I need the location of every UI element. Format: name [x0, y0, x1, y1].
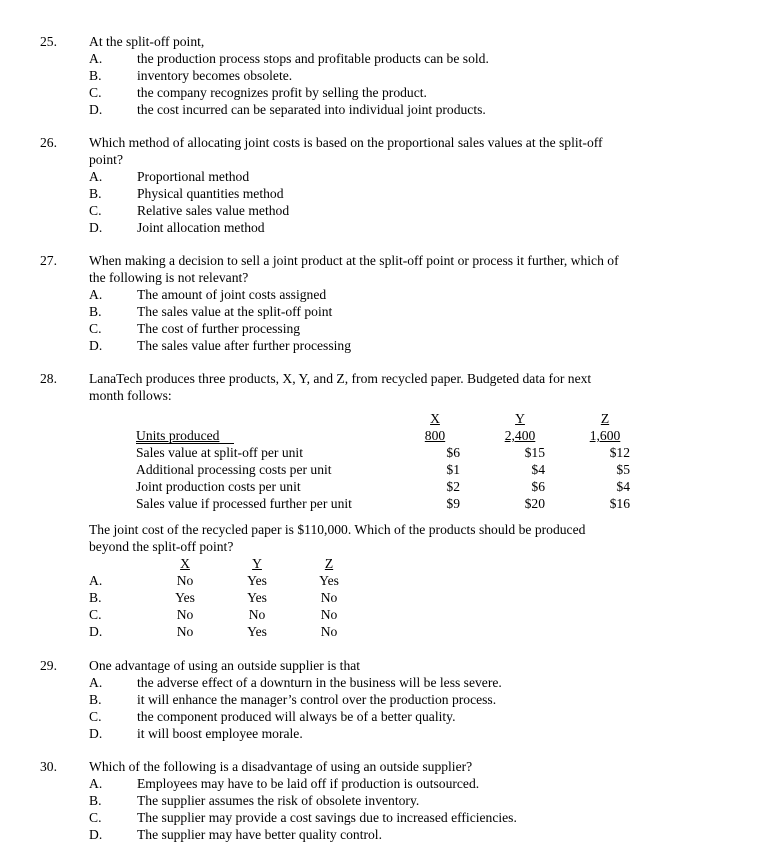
- option-text: The supplier assumes the risk of obsolete inventory.: [137, 793, 420, 808]
- option-letter: A.: [89, 675, 103, 690]
- option-text: inventory becomes obsolete.: [137, 68, 293, 83]
- cell-z: $16: [609, 496, 630, 511]
- option-letter: A.: [89, 573, 103, 588]
- option-text: The sales value after further processing: [137, 338, 352, 353]
- option-letter: C.: [89, 607, 102, 622]
- answer-z: No: [320, 607, 338, 622]
- answer-y: Yes: [247, 590, 267, 605]
- cell-x: $1: [446, 462, 460, 477]
- cell-x: $2: [446, 479, 460, 494]
- answer-header-y: Y: [252, 556, 262, 571]
- question-text: At the split-off point,: [89, 34, 205, 49]
- option-letter: B.: [89, 304, 102, 319]
- option-letter: A.: [89, 51, 103, 66]
- row-label: Additional processing costs per unit: [136, 462, 332, 477]
- question-number: 29.: [40, 658, 57, 673]
- question-number: 30.: [40, 759, 57, 774]
- option-text: Joint allocation method: [137, 220, 265, 235]
- option-text: Proportional method: [137, 169, 250, 184]
- option-text: the company recognizes profit by selling the product.: [137, 85, 427, 100]
- option-letter: D.: [89, 726, 103, 741]
- answer-y: No: [248, 607, 266, 622]
- option-text: the cost incurred can be separated into individual joint products.: [137, 102, 486, 117]
- option-letter: B.: [89, 590, 102, 605]
- option-letter: B.: [89, 68, 102, 83]
- option-letter: A.: [89, 169, 103, 184]
- option-letter: C.: [89, 321, 102, 336]
- cell-z: $12: [609, 445, 630, 460]
- option-letter: D.: [89, 220, 103, 235]
- question-number: 26.: [40, 135, 57, 150]
- option-letter: C.: [89, 85, 102, 100]
- option-letter: D.: [89, 827, 103, 842]
- cell-z: $5: [616, 462, 630, 477]
- row-label: Units produced: [136, 428, 220, 443]
- option-text: The supplier may provide a cost savings due to increased efficiencies.: [137, 810, 517, 825]
- question-text: Which of the following is a disadvantage of using an outside supplier?: [89, 759, 473, 774]
- option-letter: C.: [89, 203, 102, 218]
- table-row: [0, 427, 763, 444]
- cell-y: $6: [531, 479, 545, 494]
- answer-z: No: [320, 624, 338, 639]
- answer-table: [0, 555, 763, 645]
- table-header-z: Z: [600, 411, 610, 426]
- answer-y: Yes: [247, 573, 267, 588]
- option-letter: A.: [89, 776, 103, 791]
- option-text: The amount of joint costs assigned: [137, 287, 327, 302]
- followup-text-line1: The joint cost of the recycled paper is $110,000. Which of the products should be produced: [89, 522, 586, 537]
- cell-y: $20: [524, 496, 545, 511]
- cell-y: $4: [531, 462, 545, 477]
- cell-x: $9: [446, 496, 460, 511]
- option-text: it will boost employee morale.: [137, 726, 303, 741]
- cell-y: $15: [524, 445, 545, 460]
- followup-text-line2: beyond the split-off point?: [89, 539, 234, 554]
- table-header-y: Y: [515, 411, 525, 426]
- question-number: 28.: [40, 371, 57, 386]
- option-a: [0, 572, 763, 589]
- cell-z: 1,600: [589, 428, 621, 443]
- table-row: [0, 495, 763, 512]
- option-text: Employees may have to be laid off if production is outsourced.: [137, 776, 480, 791]
- option-text: Relative sales value method: [137, 203, 290, 218]
- answer-header-z: Z: [324, 556, 334, 571]
- cell-x: $6: [446, 445, 460, 460]
- question-number: 25.: [40, 34, 57, 49]
- answer-z: Yes: [319, 573, 339, 588]
- question-text-line2: the following is not relevant?: [89, 270, 249, 285]
- option-letter: D.: [89, 102, 103, 117]
- option-text: The sales value at the split-off point: [137, 304, 333, 319]
- question-text-line1: Which method of allocating joint costs is based on the proportional sales values at the split-off: [89, 135, 603, 150]
- option-letter: D.: [89, 624, 103, 639]
- table-row: [0, 444, 763, 461]
- option-text: The cost of further processing: [137, 321, 301, 336]
- option-letter: B.: [89, 186, 102, 201]
- option-text: The supplier may have better quality control.: [137, 827, 382, 842]
- question-text-line1: When making a decision to sell a joint product at the split-off point or process it further, which of: [89, 253, 619, 268]
- question-text-line2: month follows:: [89, 388, 172, 403]
- answer-z: No: [320, 590, 338, 605]
- question-text: One advantage of using an outside supplier is that: [89, 658, 361, 673]
- cell-x: 800: [424, 428, 446, 443]
- option-text: the adverse effect of a downturn in the business will be less severe.: [137, 675, 502, 690]
- answer-x: Yes: [175, 590, 195, 605]
- row-label: Joint production costs per unit: [136, 479, 301, 494]
- option-letter: A.: [89, 287, 103, 302]
- question-text-line2: point?: [89, 152, 123, 167]
- row-label: Sales value at split-off per unit: [136, 445, 303, 460]
- option-letter: D.: [89, 338, 103, 353]
- cell-y: 2,400: [504, 428, 536, 443]
- answer-x: No: [176, 573, 194, 588]
- option-b: [0, 589, 763, 606]
- answer-x: No: [176, 607, 194, 622]
- table-row: [0, 461, 763, 478]
- answer-header-x: X: [180, 556, 190, 571]
- option-letter: C.: [89, 709, 102, 724]
- table-row: [0, 478, 763, 495]
- option-text: Physical quantities method: [137, 186, 284, 201]
- option-text: the component produced will always be of a better quality.: [137, 709, 456, 724]
- question-text-line1: LanaTech produces three products, X, Y, and Z, from recycled paper. Budgeted data for next: [89, 371, 592, 386]
- cell-z: $4: [616, 479, 630, 494]
- option-d: [0, 623, 763, 640]
- option-letter: B.: [89, 692, 102, 707]
- question-number: 27.: [40, 253, 57, 268]
- option-letter: C.: [89, 810, 102, 825]
- answer-y: Yes: [247, 624, 267, 639]
- answer-x: No: [176, 624, 194, 639]
- row-label: Sales value if processed further per unit: [136, 496, 352, 511]
- option-text: the production process stops and profitable products can be sold.: [137, 51, 489, 66]
- option-c: [0, 606, 763, 623]
- option-text: it will enhance the manager’s control over the production process.: [137, 692, 497, 707]
- option-letter: B.: [89, 793, 102, 808]
- table-header-x: X: [430, 411, 440, 426]
